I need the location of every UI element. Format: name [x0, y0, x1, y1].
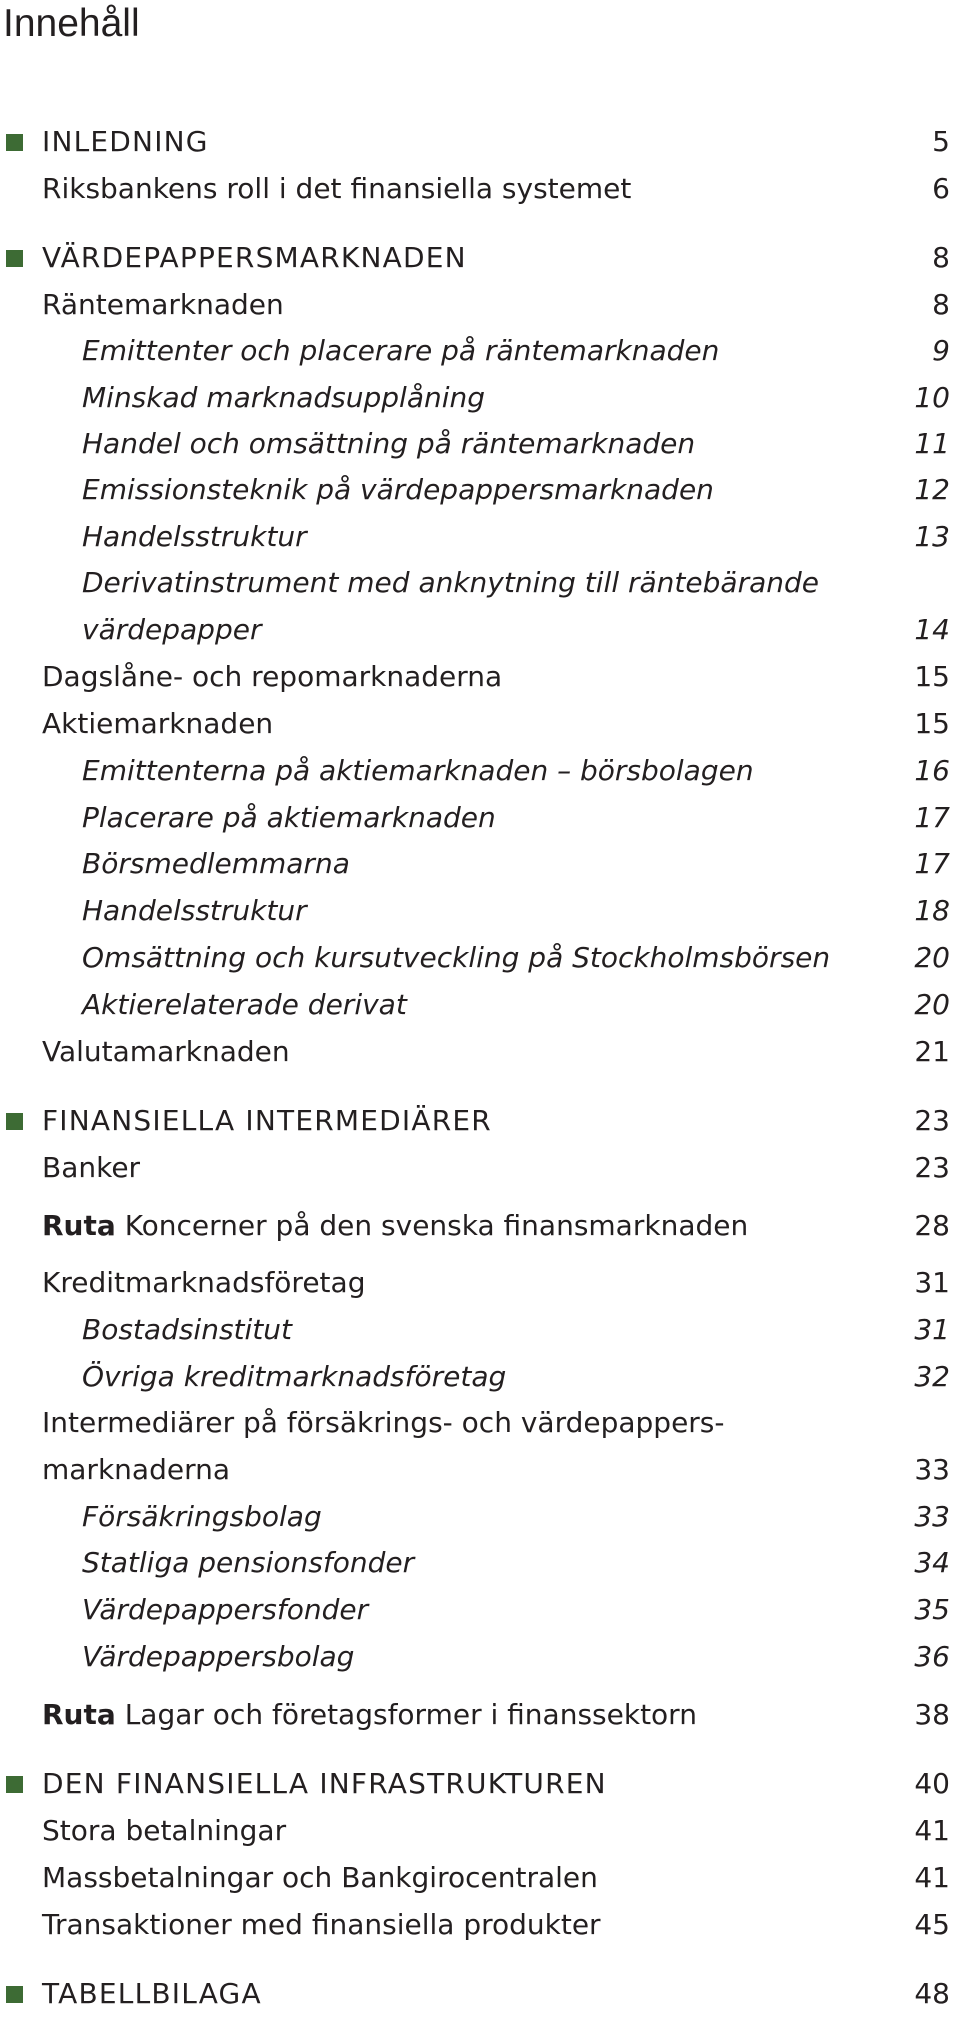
toc-page-number: 17 — [914, 847, 950, 880]
toc-subentry[interactable] — [0, 331, 960, 371]
toc-section[interactable] — [0, 1764, 960, 1804]
toc-entry-label: Transaktioner med finansiella produkter — [42, 1908, 601, 1941]
toc-page-number: 31 — [914, 1266, 950, 1299]
box-title: Koncerner på den svenska finansmarknaden — [124, 1209, 749, 1242]
toc-entry-label: Minskad marknadsupplåning — [82, 381, 486, 414]
toc-entry-label: Värdepappersbolag — [82, 1640, 355, 1673]
toc-entry-label: Derivatinstrument med anknytning till räntebärande — [82, 566, 819, 599]
toc-page-number: 48 — [914, 1977, 950, 2010]
square-bullet-icon — [6, 1986, 23, 2003]
toc-entry-label: Placerare på aktiemarknaden — [82, 801, 496, 834]
toc-entry[interactable] — [0, 1032, 960, 1072]
toc-entry[interactable] — [0, 1403, 960, 1443]
toc-entry-label: Börsmedlemmarna — [82, 847, 350, 880]
toc-page-number: 45 — [914, 1908, 950, 1941]
toc-section[interactable] — [0, 1974, 960, 2014]
toc-subentry[interactable] — [0, 378, 960, 418]
toc-page-number: 33 — [914, 1500, 950, 1533]
toc-page-number: 28 — [914, 1209, 950, 1242]
toc-page-number: 33 — [914, 1453, 950, 1486]
toc-entry-label: Försäkringsbolag — [82, 1500, 322, 1533]
toc-subentry[interactable] — [0, 985, 960, 1025]
toc-subentry[interactable] — [0, 424, 960, 464]
toc-entry[interactable] — [0, 1811, 960, 1851]
toc-entry-label: Riksbankens roll i det finansiella systemet — [42, 172, 632, 205]
toc-section[interactable] — [0, 1101, 960, 1141]
toc-entry-label: VÄRDEPAPPERSMARKNADEN — [42, 241, 467, 274]
toc-entry[interactable] — [0, 1905, 960, 1945]
toc-entry-label: Handelsstruktur — [82, 520, 307, 553]
toc-entry-label: FINANSIELLA INTERMEDIÄRER — [42, 1104, 492, 1137]
toc-subentry[interactable] — [0, 610, 960, 650]
toc-page-number: 13 — [914, 520, 950, 553]
box-title: Lagar och företagsformer i finanssektorn — [124, 1698, 697, 1731]
toc-entry-label: Emissionsteknik på värdepappersmarknaden — [82, 473, 714, 506]
toc-page-number: 6 — [932, 172, 950, 205]
toc-entry-label: Intermediärer på försäkrings- och värdepappers- — [42, 1406, 725, 1439]
toc-entry[interactable] — [0, 1858, 960, 1898]
toc-page-number: 21 — [914, 1035, 950, 1068]
toc-entry-label: INLEDNING — [42, 125, 209, 158]
square-bullet-icon — [6, 250, 23, 267]
toc-subentry[interactable] — [0, 751, 960, 791]
toc-page-number: 32 — [914, 1360, 950, 1393]
toc-entry[interactable] — [0, 285, 960, 325]
toc-entry[interactable] — [0, 169, 960, 209]
toc-page-number: 20 — [914, 988, 950, 1021]
toc-entry-label: Emittenter och placerare på räntemarknaden — [82, 334, 720, 367]
toc-page-number: 17 — [914, 801, 950, 834]
toc-page-number: 18 — [914, 894, 950, 927]
toc-subentry[interactable] — [0, 1310, 960, 1350]
toc-entry[interactable] — [0, 704, 960, 744]
toc-entry[interactable] — [0, 1263, 960, 1303]
toc-page-number: 35 — [914, 1593, 950, 1626]
toc-subentry[interactable] — [0, 1497, 960, 1537]
square-bullet-icon — [6, 1776, 23, 1793]
square-bullet-icon — [6, 1113, 23, 1130]
toc-page-number: 5 — [932, 125, 950, 158]
toc-entry-label: Valutamarknaden — [42, 1035, 290, 1068]
toc-page-number: 8 — [932, 288, 950, 321]
toc-entry-label: Omsättning och kursutveckling på Stockholmsbörsen — [82, 941, 831, 974]
toc-entry-label: Massbetalningar och Bankgirocentralen — [42, 1861, 598, 1894]
toc-entry[interactable] — [0, 1148, 960, 1188]
toc-page-number: 23 — [914, 1151, 950, 1184]
toc-page-number: 41 — [914, 1814, 950, 1847]
toc-subentry[interactable] — [0, 938, 960, 978]
toc-subentry[interactable] — [0, 517, 960, 557]
toc-subentry[interactable] — [0, 1637, 960, 1677]
square-bullet-icon — [6, 134, 23, 151]
toc-entry-label: värdepapper — [82, 613, 262, 646]
toc-page-number: 23 — [914, 1104, 950, 1137]
toc-subentry[interactable] — [0, 891, 960, 931]
toc-entry-label: Dagslåne- och repomarknaderna — [42, 660, 503, 693]
toc-page-number: 15 — [914, 707, 950, 740]
toc-entry-label: Statliga pensionsfonder — [82, 1546, 415, 1579]
toc-page-number: 31 — [914, 1313, 950, 1346]
box-lead-label: Ruta — [42, 1698, 116, 1731]
toc-page-number: 10 — [914, 381, 950, 414]
toc-entry[interactable] — [0, 1450, 960, 1490]
toc-entry-label: Övriga kreditmarknadsföretag — [82, 1360, 507, 1393]
toc-entry-label: Handelsstruktur — [82, 894, 307, 927]
toc-entry-label: Emittenterna på aktiemarknaden – börsbolagen — [82, 754, 754, 787]
toc-entry-label: Bostadsinstitut — [82, 1313, 292, 1346]
toc-page-number: 34 — [914, 1546, 950, 1579]
toc-entry[interactable] — [0, 657, 960, 697]
toc-subentry[interactable] — [0, 798, 960, 838]
toc-page-number: 16 — [914, 754, 950, 787]
toc-subentry[interactable] — [0, 844, 960, 884]
toc-entry-label — [42, 1206, 748, 1246]
page-title: Innehåll — [3, 2, 140, 45]
toc-section[interactable] — [0, 238, 960, 278]
toc-entry-label: Stora betalningar — [42, 1814, 287, 1847]
toc-entry-label — [42, 1695, 697, 1735]
toc-entry-label: marknaderna — [42, 1453, 230, 1486]
toc-entry-label: TABELLBILAGA — [42, 1977, 262, 2010]
toc-page-number: 20 — [914, 941, 950, 974]
toc-subentry[interactable] — [0, 1543, 960, 1583]
box-lead-label: Ruta — [42, 1209, 116, 1242]
toc-section[interactable] — [0, 122, 960, 162]
toc-page-number: 11 — [914, 427, 950, 460]
toc-page-number: 38 — [914, 1698, 950, 1731]
toc-subentry[interactable] — [0, 563, 960, 603]
toc-subentry[interactable] — [0, 1590, 960, 1630]
toc-subentry[interactable] — [0, 1357, 960, 1397]
toc-page-number: 15 — [914, 660, 950, 693]
toc-page-number: 41 — [914, 1861, 950, 1894]
toc-entry-label: Kreditmarknadsföretag — [42, 1266, 366, 1299]
toc-entry-label: Värdepappersfonder — [82, 1593, 369, 1626]
toc-entry[interactable] — [0, 1695, 960, 1735]
toc-entry[interactable] — [0, 1206, 960, 1246]
toc-subentry[interactable] — [0, 470, 960, 510]
toc-page-number: 40 — [914, 1767, 950, 1800]
toc-page-number: 8 — [932, 241, 950, 274]
toc-entry-label: Räntemarknaden — [42, 288, 284, 321]
toc-entry-label: DEN FINANSIELLA INFRASTRUKTUREN — [42, 1767, 607, 1800]
toc-page-number: 12 — [914, 473, 950, 506]
toc-page-number: 36 — [914, 1640, 950, 1673]
toc-page-number: 14 — [914, 613, 950, 646]
toc-entry-label: Handel och omsättning på räntemarknaden — [82, 427, 696, 460]
toc-entry-label: Aktiemarknaden — [42, 707, 274, 740]
toc-entry-label: Banker — [42, 1151, 141, 1184]
toc-page-number: 9 — [932, 334, 950, 367]
toc-entry-label: Aktierelaterade derivat — [82, 988, 407, 1021]
